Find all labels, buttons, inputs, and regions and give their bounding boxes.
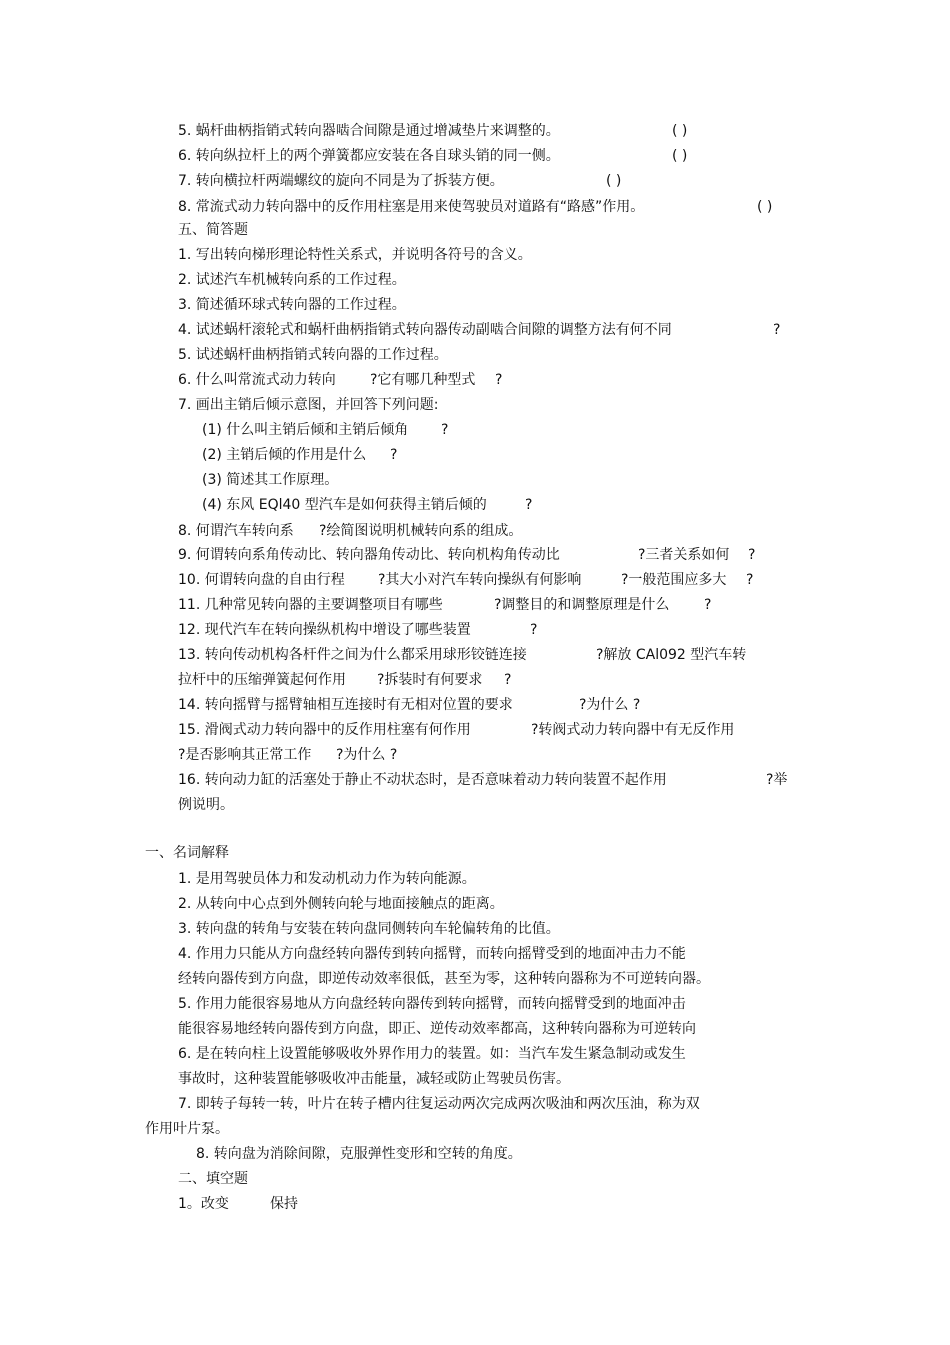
- judge-item-5: 5. 蜗杆曲柄指销式转向器啮合间隙是通过增减垫片来调整的。: [178, 123, 560, 139]
- question-2: 2. 试述汽车机械转向系的工作过程。: [178, 272, 406, 288]
- question-7-sub-2-mark: ?: [390, 447, 398, 463]
- judge-item-7: 7. 转向横拉杆两端螺纹的旋向不同是为了拆装方便。: [178, 173, 504, 189]
- question-7-sub-4: (4) 东风 EQl40 型汽车是如何获得主销后倾的: [202, 497, 487, 513]
- question-13: 13. 转向传动机构各杆件之间为什么都采用球形铰链连接: [178, 647, 527, 663]
- fill-answer-1: 1。改变: [178, 1196, 229, 1212]
- answer-2: 2. 从转向中心点到外侧转向轮与地面接触点的距离。: [178, 896, 504, 912]
- question-13-part-2: ?解放 CAl092 型汽车转: [596, 647, 747, 663]
- question-16-line-2: 例说明。: [178, 797, 234, 813]
- question-8-part-2: ?绘简图说明机械转向系的组成。: [319, 523, 523, 539]
- judge-paren-6: ( ): [672, 148, 688, 164]
- question-6-part-2: ?它有哪几种型式: [370, 372, 476, 388]
- question-10-mark: ?: [746, 572, 754, 588]
- question-14: 14. 转向摇臂与摇臂轴相互连接时有无相对位置的要求: [178, 697, 513, 713]
- question-9-part-2: ?三者关系如何: [638, 547, 730, 563]
- question-13-line-2: 拉杆中的压缩弹簧起何作用: [178, 672, 346, 688]
- answer-8: 8. 转向盘为消除间隙，克服弹性变形和空转的角度。: [196, 1146, 522, 1162]
- judge-item-8: 8. 常流式动力转向器中的反作用柱塞是用来使驾驶员对道路有“路感”作用。: [178, 199, 645, 215]
- question-9: 9. 何谓转向系角传动比、转向器角传动比、转向机构角传动比: [178, 547, 560, 563]
- question-10-part-3: ?一般范围应多大: [621, 572, 727, 588]
- question-6-mark: ?: [495, 372, 503, 388]
- answer-1: 1. 是用驾驶员体力和发动机动力作为转向能源。: [178, 871, 476, 887]
- answer-6-line-2: 事故时，这种装置能够吸收冲击能量，减轻或防止驾驶员伤害。: [178, 1071, 570, 1087]
- question-15-line-2-part-2: ?为什么 ?: [336, 747, 398, 763]
- question-7-sub-1: (1) 什么叫主销后倾和主销后倾角: [202, 422, 409, 438]
- question-7-sub-3: (3) 简述其工作原理。: [202, 472, 339, 488]
- answer-5-line-2: 能很容易地经转向器传到方向盘，即正、逆传动效率都高，这种转向器称为可逆转向: [178, 1021, 696, 1037]
- section-heading-terms: 一、名词解释: [145, 845, 229, 861]
- question-11-mark: ?: [704, 597, 712, 613]
- answer-4: 4. 作用力只能从方向盘经转向器传到转向摇臂，而转向摇臂受到的地面冲击力不能: [178, 946, 686, 962]
- question-7-sub-1-mark: ?: [441, 422, 449, 438]
- question-15-line-2: ?是否影响其正常工作: [178, 747, 312, 763]
- question-14-part-2: ?为什么 ?: [579, 697, 641, 713]
- judge-paren-7: ( ): [606, 173, 622, 189]
- question-10: 10. 何谓转向盘的自由行程: [178, 572, 345, 588]
- question-13-line-2-part-2: ?拆装时有何要求: [377, 672, 483, 688]
- answer-4-line-2: 经转向器传到方向盘，即逆传动效率很低，甚至为零，这种转向器称为不可逆转向器。: [178, 971, 710, 987]
- question-7: 7. 画出主销后倾示意图，并回答下列问题:: [178, 397, 439, 413]
- question-4: 4. 试述蜗杆滚轮式和蜗杆曲柄指销式转向器传动副啮合间隙的调整方法有何不同: [178, 322, 672, 338]
- question-9-mark: ?: [748, 547, 756, 563]
- question-15-part-2: ?转阀式动力转向器中有无反作用: [531, 722, 735, 738]
- question-12-mark: ?: [530, 622, 538, 638]
- question-12: 12. 现代汽车在转向操纵机构中增设了哪些装置: [178, 622, 471, 638]
- question-3: 3. 简述循环球式转向器的工作过程。: [178, 297, 406, 313]
- fill-answer-1-part-2: 保持: [270, 1196, 298, 1212]
- question-13-mark: ?: [504, 672, 512, 688]
- question-6: 6. 什么叫常流式动力转向: [178, 372, 336, 388]
- question-16-part-2: ?举: [766, 772, 788, 788]
- section-heading-fill-blank: 二、填空题: [178, 1171, 248, 1187]
- question-5: 5. 试述蜗杆曲柄指销式转向器的工作过程。: [178, 347, 448, 363]
- judge-paren-5: ( ): [672, 123, 688, 139]
- question-8: 8. 何谓汽车转向系: [178, 523, 294, 539]
- question-16: 16. 转向动力缸的活塞处于静止不动状态时，是否意味着动力转向装置不起作用: [178, 772, 667, 788]
- question-7-sub-2: (2) 主销后倾的作用是什么: [202, 447, 367, 463]
- judge-item-6: 6. 转向纵拉杆上的两个弹簧都应安装在各自球头销的同一侧。: [178, 148, 560, 164]
- answer-3: 3. 转向盘的转角与安装在转向盘同侧转向车轮偏转角的比值。: [178, 921, 560, 937]
- question-1: 1. 写出转向梯形理论特性关系式，并说明各符号的含义。: [178, 247, 532, 263]
- section-heading-short-answer: 五、简答题: [178, 222, 248, 238]
- question-11-part-2: ?调整目的和调整原理是什么: [494, 597, 670, 613]
- question-10-part-2: ?其大小对汽车转向操纵有何影响: [378, 572, 582, 588]
- question-11: 11. 几种常见转向器的主要调整项目有哪些: [178, 597, 443, 613]
- answer-7-line-2: 作用叶片泵。: [145, 1121, 229, 1137]
- question-4-mark: ?: [773, 322, 781, 338]
- answer-6: 6. 是在转向柱上设置能够吸收外界作用力的装置。如：当汽车发生紧急制动或发生: [178, 1046, 686, 1062]
- question-7-sub-4-mark: ?: [525, 497, 533, 513]
- answer-5: 5. 作用力能很容易地从方向盘经转向器传到转向摇臂，而转向摇臂受到的地面冲击: [178, 996, 686, 1012]
- question-15: 15. 滑阀式动力转向器中的反作用柱塞有何作用: [178, 722, 471, 738]
- answer-7: 7. 即转子每转一转，叶片在转子槽内往复运动两次完成两次吸油和两次压油，称为双: [178, 1096, 700, 1112]
- judge-paren-8: ( ): [757, 199, 773, 215]
